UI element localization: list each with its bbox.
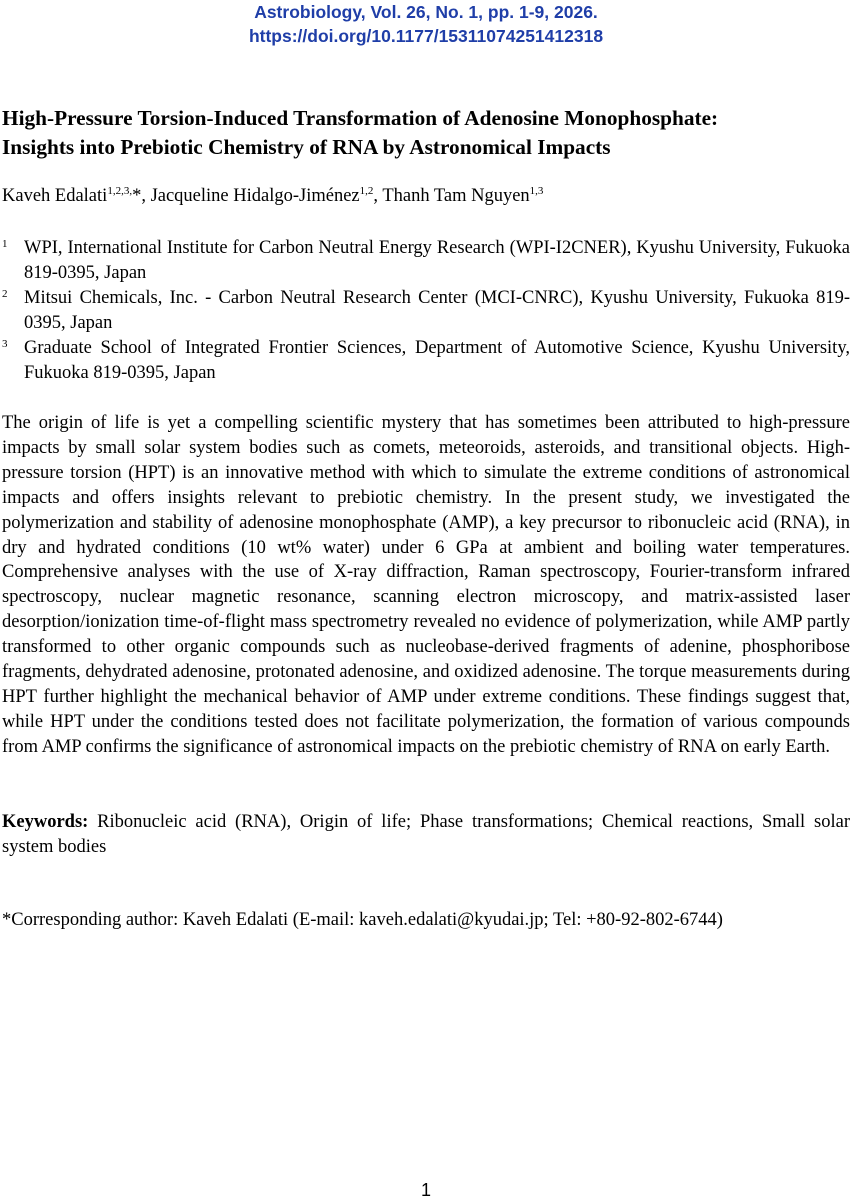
affiliation-number: 3: [2, 338, 8, 350]
keywords: [2, 810, 850, 860]
keywords-label: Keywords:: [2, 812, 89, 832]
corresponding-author: *Corresponding author: Kaveh Edalati (E-mail: kaveh.edalati@kyudai.jp; Tel: +80-92-802-6744): [2, 910, 723, 930]
affiliation-list: [2, 236, 850, 386]
author-affil-sup: 1,2: [359, 184, 374, 197]
author-name: Kaveh Edalati: [2, 186, 108, 206]
affiliation-text: Mitsui Chemicals, Inc. - Carbon Neutral Research Center (MCI-CNRC), Kyushu University, Fukuoka 819-0395, Japan: [24, 288, 850, 333]
page-number: 1: [420, 1180, 431, 1200]
title-line-1: High-Pressure Torsion-Induced Transformation of Adenosine Monophosphate:: [2, 106, 719, 130]
title-line-2: Insights into Prebiotic Chemistry of RNA by Astronomical Impacts: [2, 135, 611, 159]
affiliation-item: [2, 236, 850, 286]
author-affil-sup: 1,2,3,: [107, 184, 133, 197]
affiliation-item: [2, 286, 850, 336]
author-affil-sup: 1,3: [529, 184, 544, 197]
affiliation-number: 2: [2, 288, 8, 300]
paper-title: [2, 104, 850, 162]
author-list: Kaveh Edalati$^{1,2,3,}$*, Jacqueline Hidalgo-Jiménez$^{1,2}$, Thanh Tam Nguyen$^{1,3}$: [2, 184, 544, 206]
affiliation-text: Graduate School of Integrated Frontier Sciences, Department of Automotive Science, Kyushu University, Fukuoka 819-0395, Japan: [24, 338, 850, 383]
author-name: Jacqueline Hidalgo-Jiménez: [150, 186, 360, 206]
keywords-text: Ribonucleic acid (RNA), Origin of life; Phase transformations; Chemical reactions, Small solar system bodies: [2, 812, 850, 857]
author-name: Thanh Tam Nguyen: [382, 186, 530, 206]
doi-link[interactable]: https://doi.org/10.1177/15311074251412318: [248, 26, 604, 46]
corresponding-mark: *: [132, 186, 142, 206]
journal-citation: Astrobiology, Vol. 26, No. 1, pp. 1-9, 2026.: [254, 2, 598, 22]
affiliation-item: [2, 336, 850, 386]
affiliation-text: WPI, International Institute for Carbon Neutral Energy Research (WPI-I2CNER), Kyushu University, Fukuoka 819-0395, Japan: [24, 238, 850, 283]
journal-header: [0, 0, 852, 48]
abstract-text: The origin of life is yet a compelling scientific mystery that has sometimes been attributed to high-pressure impacts by small solar system bodies such as comets, meteoroids, asteroids, and transitional objects. High-pressure torsion (HPT) is an innovative method with which to simulate the extreme conditions of astronomical impacts and offers insights relevant to prebiotic chemistry. In the present study, we investigated the polymerization and stability of adenosine monophosphate (AMP), a key precursor to ribonucleic acid (RNA), in dry and hydrated conditions (10 wt% water) under 6 GPa at ambient and boiling water temperatures. Comprehensive analyses with the use of X-ray diffraction, Raman spectroscopy, Fourier-transform infrared spectroscopy, nuclear magnetic resonance, scanning electron microscopy, and matrix-assisted laser desorption/ionization time-of-flight mass spectrometry revealed no evidence of polymerization, while AMP partly transformed to other organic compounds such as nucleobase-derived fragments of adenine, phosphoribose fragments, dehydrated adenosine, protonated adenosine, and oxidized adenosine. The torque measurements during HPT further highlight the mechanical behavior of AMP under extreme conditions. These findings suggest that, while HPT under the conditions tested does not facilitate polymerization, the formation of various compounds from AMP confirms the significance of astronomical impacts on the prebiotic chemistry of RNA on early Earth.: [2, 413, 850, 757]
affiliation-number: 1: [2, 238, 8, 250]
